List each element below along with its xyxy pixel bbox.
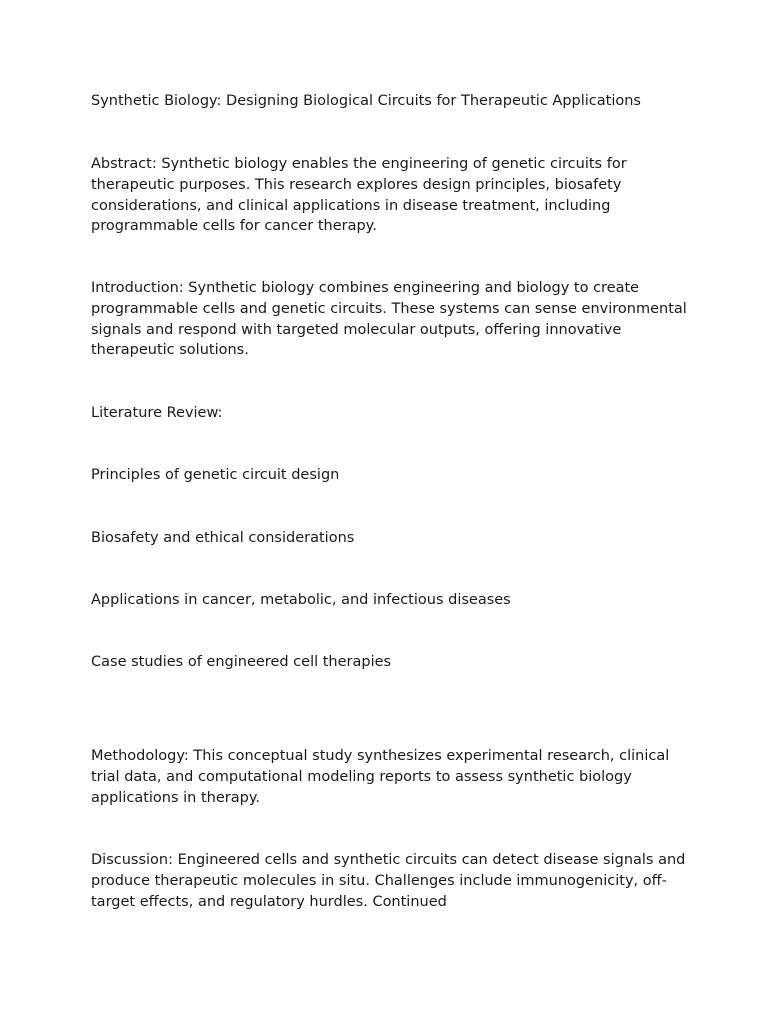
literature-item: Applications in cancer, metabolic, and infectious diseases — [91, 592, 511, 608]
literature-review-heading: Literature Review: — [91, 405, 223, 421]
discussion-paragraph: Discussion: Engineered cells and synthetic circuits can detect disease signals and produce therapeutic molecules in situ. Challenges include immunogenicity, off-target effects, and regulatory hurdles. Continued — [91, 852, 686, 910]
document-title: Synthetic Biology: Designing Biological Circuits for Therapeutic Applications — [91, 93, 641, 109]
literature-item: Biosafety and ethical considerations — [91, 530, 355, 546]
literature-item: Case studies of engineered cell therapies — [91, 654, 392, 670]
literature-item: Principles of genetic circuit design — [91, 467, 340, 483]
document-page — [91, 0, 691, 1024]
abstract-paragraph: Abstract: Synthetic biology enables the engineering of genetic circuits for therapeutic purposes. This research explores design principles, biosafety considerations, and clinical applications in disease treatment, including programmable cells for cancer therapy. — [91, 156, 627, 235]
methodology-paragraph: Methodology: This conceptual study synthesizes experimental research, clinical trial data, and computational modeling reports to assess synthetic biology applications in therapy. — [91, 748, 670, 806]
introduction-paragraph: Introduction: Synthetic biology combines engineering and biology to create programmable cells and genetic circuits. These systems can sense environmental signals and respond with targeted molecular outputs, offering innovative therapeutic solutions. — [91, 280, 687, 359]
